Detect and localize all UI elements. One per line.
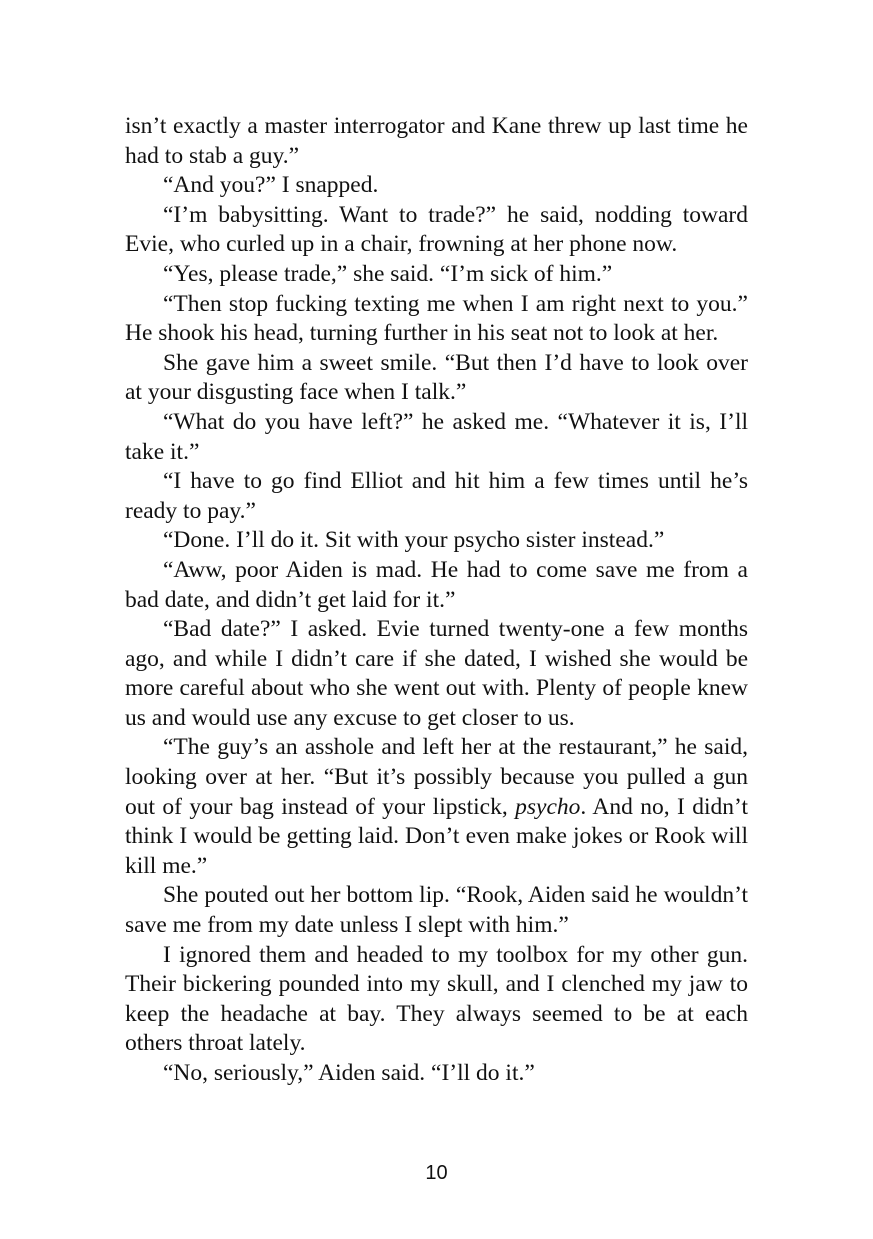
paragraph: “Done. I’ll do it. Sit with your psycho sister instead.”: [163, 527, 665, 554]
paragraph: “And you?” I snapped.: [163, 172, 379, 199]
page-number: 10: [425, 1162, 448, 1184]
paragraph: “I have to go find Elliot and hit him a few times until he’s ready to pay.”: [125, 468, 748, 524]
paragraph-part: “The guy’s an asshole and left her at the restaurant,” he said, looking over at her. “But it’s possibly because you pulled a gun out of your bag instead of your lipstick,: [125, 734, 748, 820]
paragraph: “Yes, please trade,” she said. “I’m sick of him.”: [163, 260, 613, 287]
paragraph: “No, seriously,” Aiden said. “I’ll do it.”: [163, 1060, 535, 1086]
paragraph: “Aww, poor Aiden is mad. He had to come save me from a bad date, and didn’t get laid for it.”: [125, 556, 748, 613]
paragraph: “I’m babysitting. Want to trade?” he said, nodding toward Evie, who curled up in a chair, frowning at her phone now.: [125, 201, 748, 258]
paragraph: She pouted out her bottom lip. “Rook, Aiden said he wouldn’t save me from my date unless I slept with him.”: [125, 882, 748, 939]
paragraph: [125, 733, 748, 881]
paragraph-part: . And no, I didn’t think I would be getting laid. Don’t even make jokes or Rook will kill me.”: [125, 793, 748, 879]
paragraph: She gave him a sweet smile. “But then I’d have to look over at your disgusting face when I talk.”: [125, 349, 748, 406]
paragraph: “What do you have left?” he asked me. “Whatever it is, I’ll take it.”: [125, 408, 748, 465]
body-text: [125, 112, 748, 1089]
paragraph: isn’t exactly a master interrogator and Kane threw up last time he had to stab a guy.”: [125, 113, 748, 169]
paragraph: I ignored them and headed to my toolbox for my other gun. Their bickering pounded into my skull, and I clenched my jaw to keep the headache at bay. They always seemed to be at each others throat lately.: [125, 941, 748, 1057]
italic-word: psycho: [515, 793, 581, 820]
paragraph: “Bad date?” I asked. Evie turned twenty-one a few months ago, and while I didn’t care if she dated, I wished she would be more careful about who she went out with. Plenty of people knew us and would use any excuse to get closer to us.: [125, 616, 748, 731]
paragraph: “Then stop fucking texting me when I am right next to you.” He shook his head, turning further in his seat not to look at her.: [125, 290, 748, 347]
